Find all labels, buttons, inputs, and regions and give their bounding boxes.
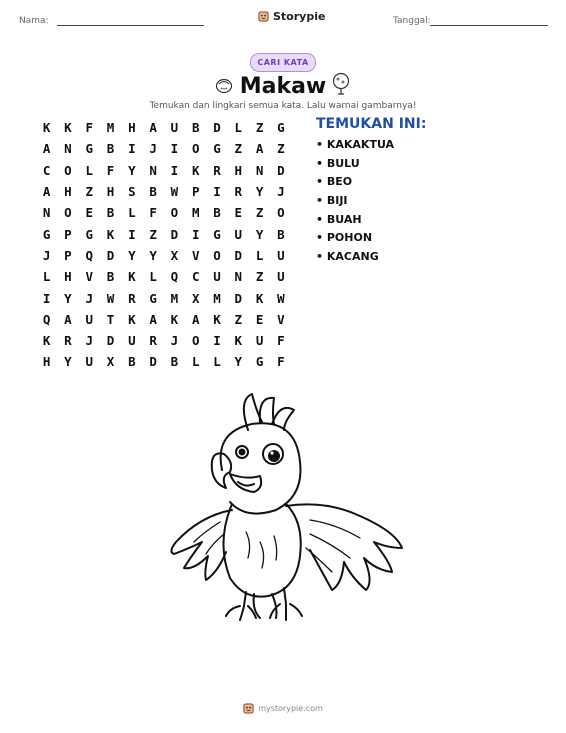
grid-cell[interactable]: Q xyxy=(85,247,93,263)
grid-cell[interactable]: J xyxy=(149,141,157,157)
grid-cell[interactable]: Z xyxy=(234,311,243,327)
grid-cell[interactable]: I xyxy=(213,333,221,349)
grid-cell[interactable]: O xyxy=(277,205,285,221)
grid-cell[interactable]: V xyxy=(85,269,93,285)
list-item: • KAKAKTUA xyxy=(316,138,395,151)
grid-cell[interactable]: X xyxy=(191,290,200,306)
grid-cell[interactable]: F xyxy=(277,354,285,370)
grid-cell[interactable]: F xyxy=(277,333,285,349)
list-item: • BIJI xyxy=(316,194,348,208)
grid-cell[interactable]: F xyxy=(106,162,115,178)
grid-cell[interactable]: I xyxy=(128,226,136,242)
grid-cell[interactable]: K xyxy=(191,162,200,178)
grid-cell[interactable]: J xyxy=(85,290,93,306)
grid-cell[interactable]: B xyxy=(106,269,115,285)
grid-cell[interactable]: O xyxy=(213,247,221,263)
grid-cell[interactable]: M xyxy=(213,290,221,306)
grid-cell[interactable]: M xyxy=(191,205,200,221)
grid-cell[interactable]: V xyxy=(277,311,285,327)
grid-cell[interactable]: A xyxy=(191,311,200,327)
grid-cell[interactable]: J xyxy=(42,247,51,263)
grid-cell[interactable]: D xyxy=(234,290,243,306)
grid-cell[interactable]: H xyxy=(64,269,72,285)
grid-cell[interactable]: G xyxy=(213,226,221,242)
grid-cell[interactable]: Z xyxy=(149,226,157,242)
grid-cell[interactable]: G xyxy=(213,141,221,157)
grid-cell[interactable]: Y xyxy=(64,354,72,370)
grid-cell[interactable]: U xyxy=(128,333,136,349)
grid-cell[interactable]: O xyxy=(191,141,200,157)
grid-cell[interactable]: Y xyxy=(64,290,72,306)
grid-cell[interactable]: Q xyxy=(42,311,51,327)
grid-cell[interactable]: D xyxy=(170,226,179,242)
list-item: • BEO xyxy=(316,175,353,189)
grid-cell[interactable]: I xyxy=(170,141,179,157)
list-item: • BULU xyxy=(316,156,360,170)
list-item: • KACANG xyxy=(316,250,379,264)
grid-cell[interactable]: C xyxy=(42,162,51,178)
grid-cell[interactable]: L xyxy=(191,354,200,370)
brand-logo xyxy=(258,10,325,23)
grid-cell[interactable]: R xyxy=(64,333,72,349)
grid-cell[interactable]: L xyxy=(234,120,243,136)
grid-cell[interactable]: V xyxy=(191,247,200,263)
grid-cell[interactable]: O xyxy=(64,205,72,221)
grid-cell[interactable]: D xyxy=(106,247,115,263)
grid-cell[interactable]: R xyxy=(149,333,157,349)
grid-cell[interactable]: H xyxy=(234,162,243,178)
grid-cell[interactable]: U xyxy=(85,354,93,370)
grid-cell[interactable]: B xyxy=(213,205,221,221)
grid-cell[interactable]: F xyxy=(149,205,157,221)
grid-cell[interactable]: S xyxy=(128,184,136,200)
grid-cell[interactable]: L xyxy=(42,269,51,285)
grid-cell[interactable]: N xyxy=(255,162,264,178)
grid-cell[interactable]: G xyxy=(85,226,93,242)
grid-cell[interactable]: D xyxy=(106,333,115,349)
grid-cell[interactable]: Z xyxy=(85,184,93,200)
grid-cell[interactable]: K xyxy=(42,333,51,349)
grid-cell[interactable]: J xyxy=(85,333,93,349)
grid-cell[interactable]: O xyxy=(191,333,200,349)
grid-cell[interactable]: D xyxy=(277,162,285,178)
grid-cell[interactable]: G xyxy=(85,141,93,157)
grid-cell[interactable]: X xyxy=(170,247,179,263)
grid-cell[interactable]: I xyxy=(42,290,51,306)
grid-cell[interactable]: N xyxy=(234,269,243,285)
grid-cell[interactable]: G xyxy=(42,226,51,242)
grid-cell[interactable]: N xyxy=(42,205,51,221)
grid-cell[interactable]: K xyxy=(64,120,72,136)
grid-cell[interactable]: Z xyxy=(255,269,264,285)
grid-cell[interactable]: J xyxy=(277,184,285,200)
word-list-title: TEMUKAN INI: xyxy=(316,116,427,132)
grid-cell[interactable]: G xyxy=(277,120,285,136)
grid-cell[interactable]: I xyxy=(170,162,179,178)
grid-cell[interactable]: Y xyxy=(255,184,264,200)
grid-cell[interactable]: Q xyxy=(170,269,179,285)
grid-cell[interactable]: K xyxy=(255,290,264,306)
grid-cell[interactable]: L xyxy=(213,354,221,370)
grid-cell[interactable]: L xyxy=(85,162,93,178)
grid-cell[interactable]: U xyxy=(255,333,264,349)
grid-cell[interactable]: Z xyxy=(255,205,264,221)
grid-cell[interactable]: A xyxy=(64,311,72,327)
grid-cell[interactable]: B xyxy=(106,141,115,157)
name-label: Nama: xyxy=(19,16,49,26)
grid-cell[interactable]: A xyxy=(255,141,264,157)
grid-cell[interactable]: U xyxy=(213,269,221,285)
grid-cell[interactable]: H xyxy=(64,184,72,200)
grid-cell[interactable]: R xyxy=(128,290,136,306)
grid-cell[interactable]: O xyxy=(170,205,179,221)
grid-cell[interactable]: K xyxy=(213,311,221,327)
grid-cell[interactable]: A xyxy=(42,184,51,200)
grid-cell[interactable]: Y xyxy=(234,354,243,370)
grid-cell[interactable]: P xyxy=(64,226,72,242)
grid-cell[interactable]: U xyxy=(277,247,285,263)
grid-cell[interactable]: U xyxy=(234,226,243,242)
grid-cell[interactable]: Y xyxy=(255,226,264,242)
grid-cell[interactable]: C xyxy=(191,269,200,285)
grid-cell[interactable]: P xyxy=(191,184,200,200)
brand-name: Storypie xyxy=(273,10,326,23)
word-search-grid[interactable] xyxy=(36,117,292,373)
page-title: Makaw xyxy=(239,74,327,99)
grid-cell[interactable]: B xyxy=(149,184,157,200)
grid-cell[interactable]: X xyxy=(106,354,115,370)
grid-cell[interactable]: K xyxy=(42,120,51,136)
grid-cell[interactable]: H xyxy=(42,354,51,370)
grid-cell[interactable]: Z xyxy=(255,120,264,136)
list-item: • BUAH xyxy=(316,212,362,226)
grid-cell[interactable]: K xyxy=(128,311,136,327)
grid-cell[interactable]: E xyxy=(255,311,264,327)
footer xyxy=(0,703,566,714)
grid-cell[interactable]: D xyxy=(149,354,157,370)
date-label: Tanggal: xyxy=(393,16,431,26)
grid-cell[interactable]: H xyxy=(106,184,115,200)
grid-cell[interactable]: B xyxy=(191,120,200,136)
grid-cell[interactable]: F xyxy=(85,120,93,136)
grid-cell[interactable]: Y xyxy=(128,162,136,178)
grid-cell[interactable]: Z xyxy=(234,141,243,157)
name-line[interactable] xyxy=(57,25,204,26)
grid-cell[interactable]: B xyxy=(170,354,179,370)
grid-cell[interactable]: U xyxy=(277,269,285,285)
grid-cell[interactable]: B xyxy=(106,205,115,221)
grid-cell[interactable]: L xyxy=(255,247,264,263)
date-line[interactable] xyxy=(430,25,548,26)
grid-cell[interactable]: K xyxy=(234,333,243,349)
grid-cell[interactable]: Y xyxy=(128,247,136,263)
grid-cell[interactable]: R xyxy=(234,184,243,200)
grid-cell[interactable]: L xyxy=(128,205,136,221)
grid-cell[interactable]: A xyxy=(149,120,157,136)
grid-cell[interactable]: I xyxy=(213,184,221,200)
grid-cell[interactable]: D xyxy=(234,247,243,263)
grid-cell[interactable]: K xyxy=(106,226,115,242)
grid-cell[interactable]: E xyxy=(234,205,243,221)
grid-cell[interactable]: G xyxy=(149,290,157,306)
parrot-illustration[interactable] xyxy=(160,392,406,632)
grid-cell[interactable]: I xyxy=(128,141,136,157)
word-list xyxy=(316,136,394,267)
grid-cell[interactable]: T xyxy=(106,311,115,327)
grid-cell[interactable]: H xyxy=(128,120,136,136)
grid-cell[interactable]: Y xyxy=(149,247,157,263)
tree-icon xyxy=(330,72,352,96)
grid-cell[interactable]: M xyxy=(106,120,115,136)
grid-cell[interactable]: U xyxy=(170,120,179,136)
grid-cell[interactable]: P xyxy=(64,247,72,263)
grid-cell[interactable]: G xyxy=(255,354,264,370)
storypie-logo-icon xyxy=(258,11,269,22)
grid-cell[interactable]: K xyxy=(170,311,179,327)
worksheet-type-badge: CARI KATA xyxy=(250,53,316,72)
storypie-logo-icon xyxy=(243,703,254,714)
grid-cell[interactable]: K xyxy=(128,269,136,285)
grid-cell[interactable]: I xyxy=(191,226,200,242)
grid-cell[interactable]: A xyxy=(149,311,157,327)
list-item: • POHON xyxy=(316,231,373,245)
grid-cell[interactable]: W xyxy=(277,290,285,306)
grid-cell[interactable]: N xyxy=(64,141,72,157)
grid-cell[interactable]: W xyxy=(106,290,115,306)
grid-cell[interactable]: Z xyxy=(277,141,285,157)
grid-cell[interactable]: N xyxy=(149,162,157,178)
grid-cell[interactable]: B xyxy=(277,226,285,242)
grid-cell[interactable]: M xyxy=(170,290,179,306)
grid-cell[interactable]: W xyxy=(170,184,179,200)
grid-cell[interactable]: O xyxy=(64,162,72,178)
grid-cell[interactable]: E xyxy=(85,205,93,221)
grid-cell[interactable]: U xyxy=(85,311,93,327)
instructions: Temukan dan lingkari semua kata. Lalu warnai gambarnya! xyxy=(149,101,417,111)
grid-cell[interactable]: J xyxy=(170,333,179,349)
footer-url[interactable]: mystorypie.com xyxy=(258,704,323,713)
grid-cell[interactable]: A xyxy=(42,141,51,157)
grid-cell[interactable]: D xyxy=(213,120,221,136)
grid-cell[interactable]: L xyxy=(149,269,157,285)
grid-cell[interactable]: B xyxy=(128,354,136,370)
grid-cell[interactable]: R xyxy=(213,162,221,178)
